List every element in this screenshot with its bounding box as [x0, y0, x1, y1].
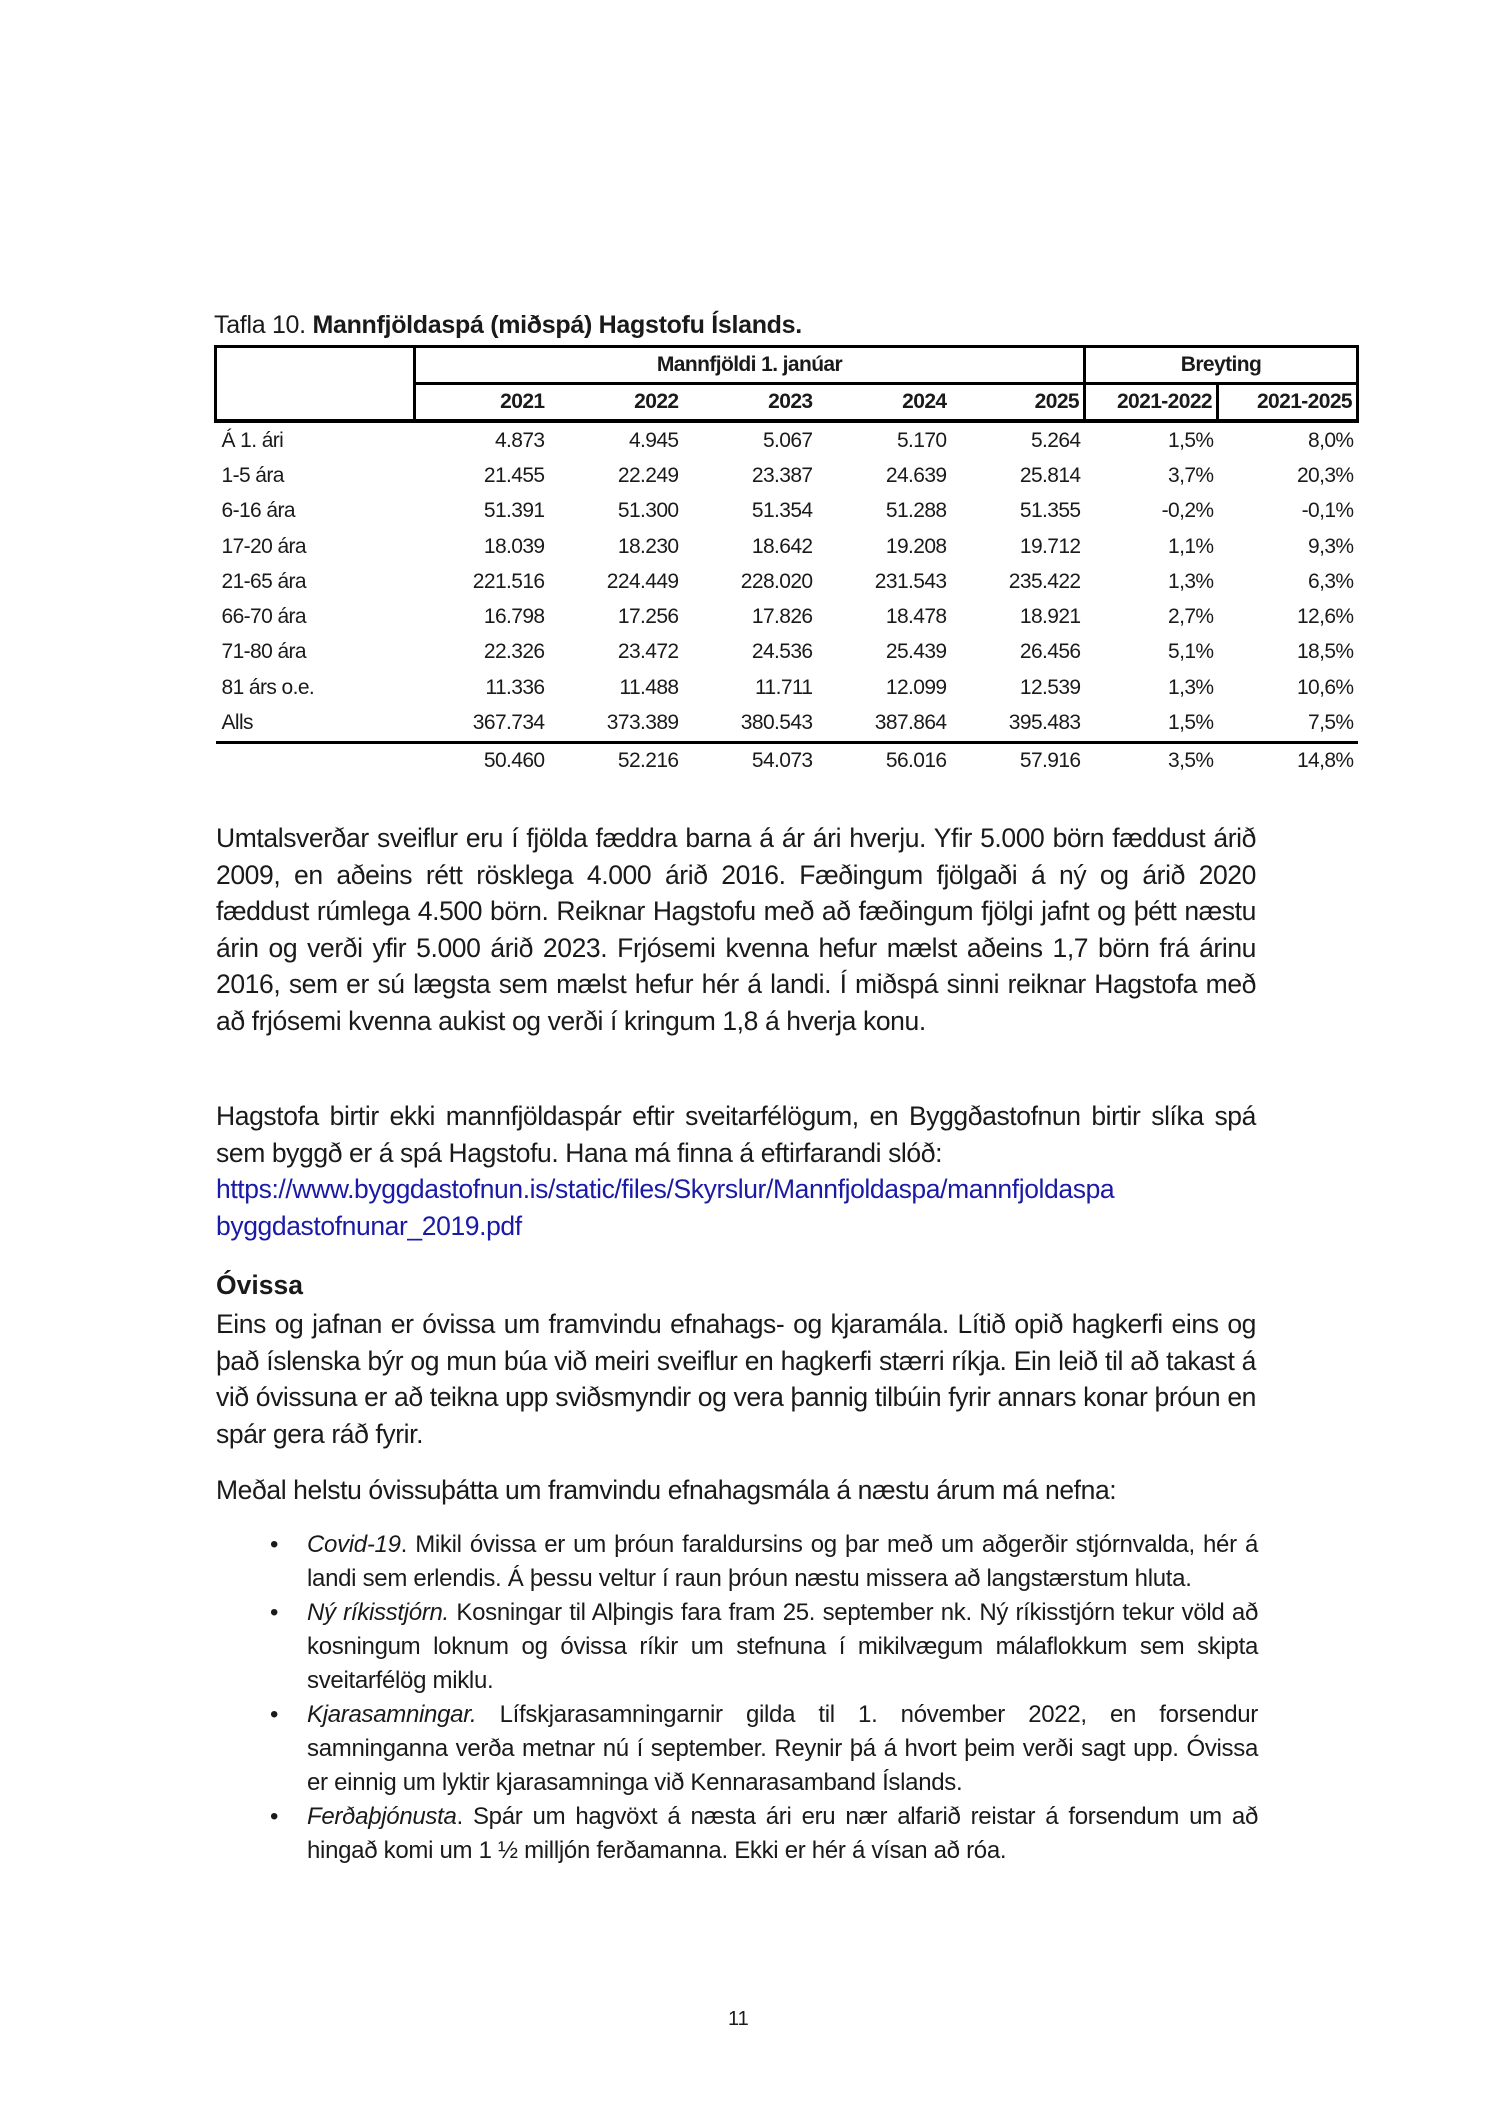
cell-2023: 228.020: [740, 569, 813, 593]
cell-2021-2025: 14,8%: [1296, 749, 1354, 773]
column-header: 2021-2022: [1085, 384, 1218, 422]
cell-2023: 24.536: [751, 640, 813, 664]
table-row-total: [216, 705, 1358, 742]
cell-2022: 51.300: [617, 499, 679, 523]
cell-2021: 51.391: [483, 499, 545, 523]
column-header: 2024: [817, 384, 951, 422]
cell-2021-2022: 1,5%: [1168, 428, 1214, 452]
bullet-text: . Mikil óvissa er um þróun faraldursins og þar með um aðgerðir stjórnvalda, hér á landi sem erlendis. Á þessu veltur í raun þróun næstu missera að langstærstum hluta.: [307, 1531, 1258, 1592]
cell-2021: 21.455: [483, 463, 545, 487]
cell-2024: 5.170: [896, 428, 947, 452]
cell-2021-2025: 10,6%: [1296, 675, 1354, 699]
cell-2022: 18.230: [617, 534, 679, 558]
cell-2023: 5.067: [762, 428, 813, 452]
cell-2023: 11.711: [754, 675, 813, 699]
cell-2025: 57.916: [1019, 749, 1081, 773]
cell-2022: 4.945: [628, 428, 679, 452]
paragraph-byggdastofnun: [216, 1098, 1256, 1244]
table-row: [216, 599, 1358, 634]
cell-2023: 18.642: [751, 534, 813, 558]
cell-2024: 19.208: [885, 534, 947, 558]
cell-2023: 380.543: [683, 705, 817, 742]
population-forecast-table: [214, 345, 1359, 779]
uncertainty-factors-list: [216, 1528, 1258, 1868]
cell-2021-2022: 1,3%: [1168, 675, 1214, 699]
cell-2025: 5.264: [1030, 428, 1081, 452]
cell-2024: 56.016: [885, 749, 947, 773]
cell-2023: 51.354: [751, 499, 813, 523]
cell-2021: 50.460: [483, 749, 545, 773]
row-label: 6-16 ára: [221, 499, 295, 523]
cell-2022: 23.472: [617, 640, 679, 664]
row-label: [216, 742, 415, 779]
table-row: [216, 494, 1358, 529]
table-row: [216, 742, 1358, 779]
bullet-term: Ný ríkisstjórn.: [307, 1599, 449, 1626]
paragraph-factors-intro: Meðal helstu óvissuþátta um framvindu efnahagsmála á næstu árum má nefna:: [216, 1475, 1117, 1505]
cell-2025: 26.456: [1019, 640, 1081, 664]
cell-2021: 16.798: [483, 605, 545, 629]
cell-2021: 18.039: [483, 534, 545, 558]
cell-2021: 4.873: [494, 428, 545, 452]
cell-2024: 18.478: [885, 605, 947, 629]
cell-2024: 51.288: [885, 499, 947, 523]
bullet-text: Kosningar til Alþingis fara fram 25. september nk. Ný ríkisstjórn tekur völd að kosningum loknum og óvissa ríkir um stefnuna í mikilvægum málaflokkum sem skipta sveitarfélög miklu.: [307, 1599, 1258, 1694]
column-header: 2025: [951, 384, 1085, 422]
row-label: Alls: [216, 705, 415, 742]
cell-2025: 51.355: [1019, 499, 1081, 523]
column-header: 2022: [549, 384, 683, 422]
bullet-icon: •: [270, 1701, 279, 1728]
bullet-term: Covid-19: [307, 1531, 401, 1558]
header-group-change: Breyting: [1085, 347, 1358, 384]
cell-2021: 221.516: [472, 569, 545, 593]
cell-2021: 367.734: [415, 705, 549, 742]
bullet-icon: •: [270, 1531, 279, 1558]
report-link-part1[interactable]: https://www.byggdastofnun.is/static/files/Skyrslur/Mannfjoldaspa/mannfjoldaspa: [216, 1174, 1115, 1204]
list-item: [216, 1528, 1258, 1596]
cell-2022: 373.389: [549, 705, 683, 742]
cell-2021-2022: 1,5%: [1085, 705, 1218, 742]
cell-2021-2025: 7,5%: [1218, 705, 1358, 742]
cell-2021-2025: -0,1%: [1301, 499, 1354, 523]
row-label: Á 1. ári: [221, 428, 284, 452]
row-label: 66-70 ára: [221, 605, 306, 629]
list-item: [216, 1596, 1258, 1698]
cell-2021-2025: 12,6%: [1296, 605, 1354, 629]
cell-2022: 224.449: [606, 569, 679, 593]
cell-2021-2025: 9,3%: [1308, 534, 1354, 558]
section-heading-ovissa: Óvissa: [216, 1270, 303, 1300]
header-group-population: Mannfjöldi 1. janúar: [415, 347, 1085, 384]
cell-2023: 54.073: [751, 749, 813, 773]
cell-2022: 22.249: [617, 463, 679, 487]
cell-2023: 23.387: [751, 463, 813, 487]
report-link-part2[interactable]: byggdastofnunar_2019.pdf: [216, 1210, 522, 1241]
list-item: [216, 1800, 1258, 1868]
column-header: 2021-2025: [1218, 384, 1358, 422]
bullet-term: Kjarasamningar.: [307, 1701, 477, 1728]
row-label: 81 árs o.e.: [221, 675, 315, 699]
cell-2021-2022: 3,7%: [1168, 463, 1214, 487]
cell-2021-2022: -0,2%: [1161, 499, 1214, 523]
cell-2021-2025: 8,0%: [1308, 428, 1354, 452]
table-caption: [214, 311, 802, 340]
cell-2024: 387.864: [817, 705, 951, 742]
cell-2021-2025: 6,3%: [1308, 569, 1354, 593]
cell-2025: 12.539: [1019, 675, 1081, 699]
bullet-term: Ferðaþjónusta: [307, 1803, 457, 1830]
header-blank-cell: [216, 347, 415, 422]
cell-2021-2022: 1,1%: [1168, 534, 1214, 558]
cell-2025: 235.422: [1008, 569, 1081, 593]
cell-2022: 11.488: [619, 675, 679, 699]
cell-2022: 17.256: [617, 605, 679, 629]
cell-2022: 52.216: [617, 749, 679, 773]
table-row: [216, 670, 1358, 705]
cell-2025: 19.712: [1019, 534, 1081, 558]
table-row: [216, 564, 1358, 599]
cell-2025: 395.483: [951, 705, 1085, 742]
cell-2024: 24.639: [885, 463, 947, 487]
cell-2021-2022: 1,3%: [1168, 569, 1214, 593]
cell-2024: 12.099: [885, 675, 947, 699]
list-item: [216, 1698, 1258, 1800]
table-caption-title: Mannfjöldaspá (miðspá) Hagstofu Íslands.: [312, 311, 802, 339]
byggdastofnun-text: Hagstofa birtir ekki mannfjöldaspár eftir sveitarfélögum, en Byggðastofnun birtir slíka spá sem byggð er á spá Hagstofu. Hana má finna á eftirfarandi slóð:: [216, 1101, 1256, 1168]
cell-2021: 11.336: [485, 675, 545, 699]
paragraph-uncertainty: Eins og jafnan er óvissa um framvindu efnahags- og kjaramála. Lítið opið hagkerfi eins og það íslenska býr og mun búa við meiri sveiflur en hagkerfi stærri ríkja. Ein leið til að takast á við óvissuna er að teikna upp sviðsmyndir og vera þannig tilbúin fyrir annars konar þróun en spár gera ráð fyrir.: [216, 1309, 1256, 1449]
cell-2025: 18.921: [1019, 605, 1081, 629]
table-row: [216, 421, 1358, 458]
table-caption-prefix: Tafla 10.: [214, 311, 313, 339]
paragraph-births: Umtalsverðar sveiflur eru í fjölda fæddra barna á ár ári hverju. Yfir 5.000 börn fæddust árið 2009, en aðeins rétt rösklega 4.000 árið 2016. Fæðingum fjölgaði á ný og árið 2020 fæddust rúmlega 4.500 börn. Reiknar Hagstofu með að fæðingum fjölgi jafnt og þétt næstu árin og verði yfir 5.000 árið 2023. Frjósemi kvenna hefur mælst aðeins 1,7 börn frá árinu 2016, sem er sú lægsta sem mælst hefur hér á landi. Í miðspá sinni reiknar Hagstofa með að frjósemi kvenna aukist og verði í kringum 1,8 á hverja konu.: [216, 823, 1256, 1036]
cell-2021-2022: 3,5%: [1168, 749, 1214, 773]
cell-2021-2022: 5,1%: [1168, 640, 1214, 664]
bullet-text: Lífskjarasamningarnir gilda til 1. nóvember 2022, en forsendur samninganna verða metnar nú í september. Reynir þá á hvort þeim verði sagt upp. Óvissa er einnig um lyktir kjarasamninga við Kennarasamband Íslands.: [307, 1701, 1258, 1796]
page-number: 11: [728, 2008, 749, 2030]
bullet-text: . Spár um hagvöxt á næsta ári eru nær alfarið reistar á forsendum um að hingað komi um 1 ½ milljón ferðamanna. Ekki er hér á vísan að róa.: [307, 1803, 1258, 1864]
table-row: [216, 635, 1358, 670]
table-row: [216, 529, 1358, 564]
column-header: 2023: [683, 384, 817, 422]
cell-2023: 17.826: [751, 605, 813, 629]
row-label: 71-80 ára: [221, 640, 306, 664]
row-label: 17-20 ára: [221, 534, 306, 558]
cell-2024: 231.543: [874, 569, 947, 593]
cell-2021-2025: 18,5%: [1296, 640, 1354, 664]
table-row: [216, 458, 1358, 493]
column-header: 2021: [415, 384, 549, 422]
cell-2024: 25.439: [885, 640, 947, 664]
cell-2021-2025: 20,3%: [1296, 463, 1354, 487]
bullet-icon: •: [270, 1803, 279, 1830]
cell-2021-2022: 2,7%: [1168, 605, 1214, 629]
row-label: 21-65 ára: [221, 569, 306, 593]
cell-2025: 25.814: [1019, 463, 1081, 487]
cell-2021: 22.326: [483, 640, 545, 664]
bullet-icon: •: [270, 1599, 279, 1626]
row-label: 1-5 ára: [221, 463, 284, 487]
